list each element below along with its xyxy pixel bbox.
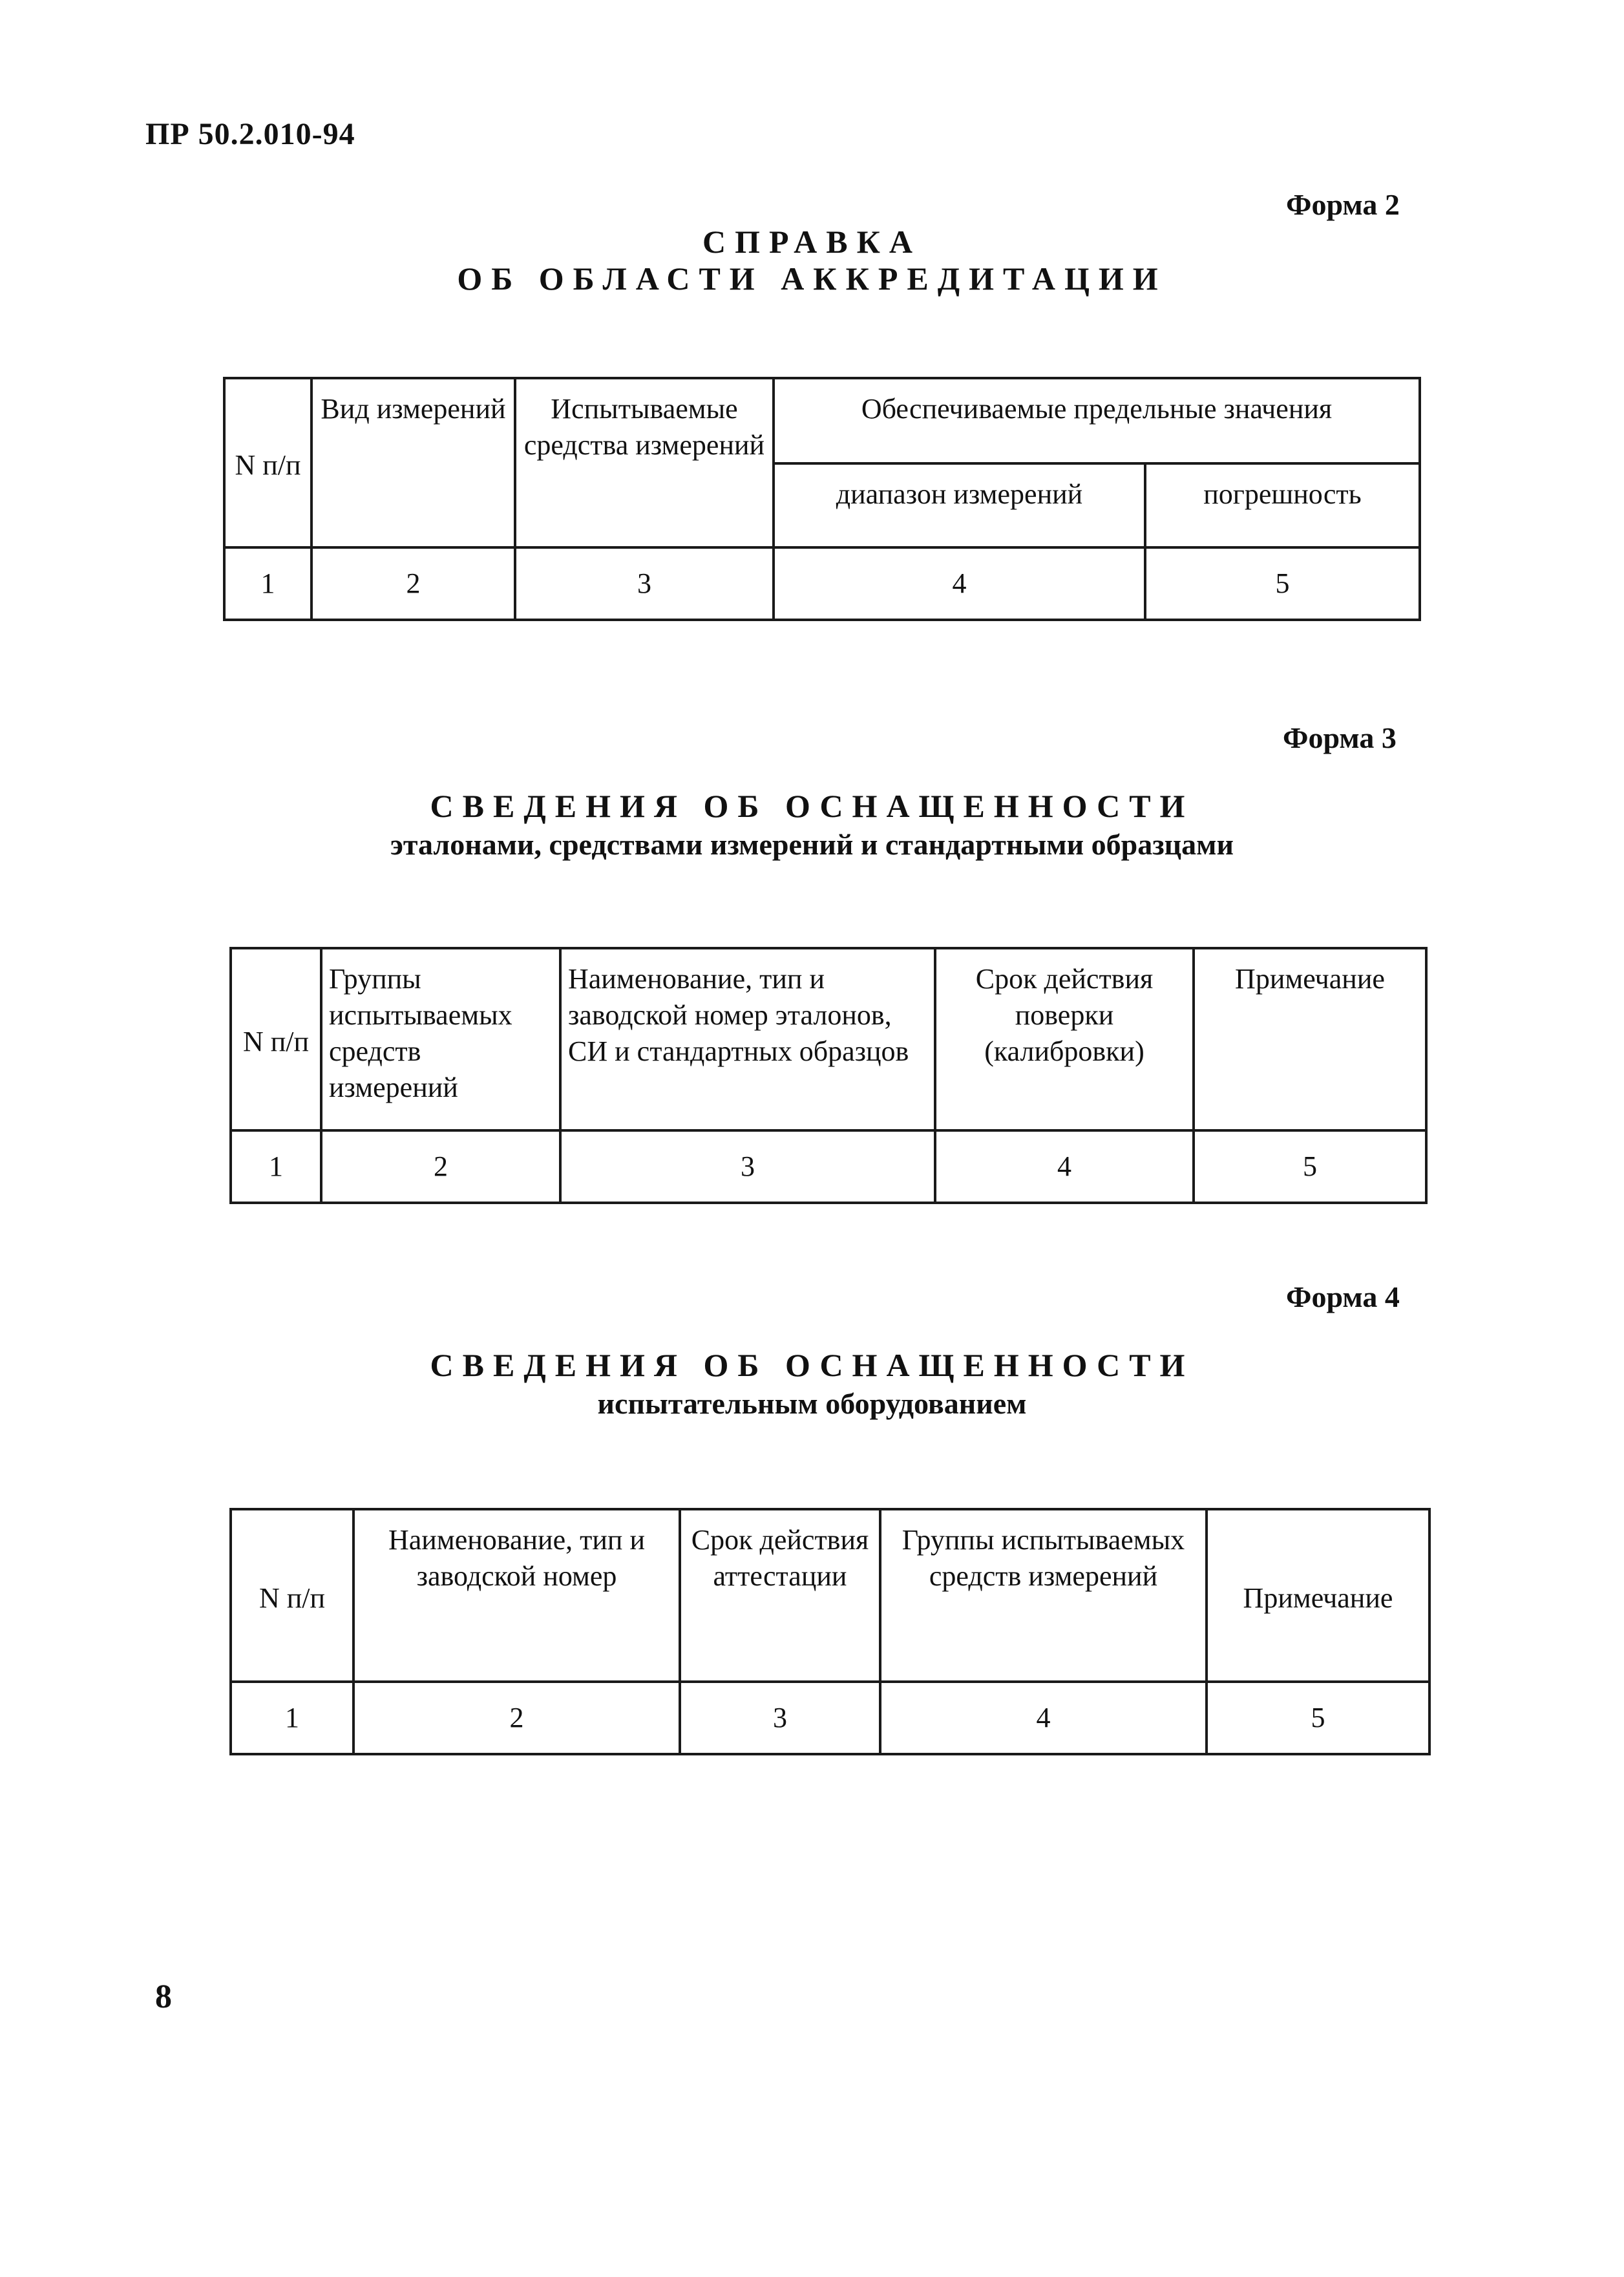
form-2-col-measurement-type-header: Вид измерений — [311, 378, 515, 547]
form-4-table — [229, 1508, 1431, 1755]
form-4-column-number: 5 — [1207, 1682, 1429, 1754]
form-2-subtitle: ОБ ОБЛАСТИ АККРЕДИТАЦИИ — [457, 260, 1167, 297]
form-4-label: Форма 4 — [1286, 1280, 1400, 1313]
form-2-column-number: 4 — [774, 547, 1145, 620]
form-3-column-number: 5 — [1194, 1130, 1426, 1203]
form-3-column-number: 4 — [935, 1130, 1194, 1203]
form-3-subtitle: эталонами, средствами измерений и стандартными образцами — [390, 828, 1234, 861]
form-2-column-number: 1 — [224, 547, 311, 620]
page-number: 8 — [155, 1978, 172, 2015]
form-4-col-number-header: N п/п — [231, 1509, 353, 1682]
form-4-column-number: 1 — [231, 1682, 353, 1754]
form-2-col-error-header: погрешность — [1145, 463, 1420, 547]
form-4-subtitle: испытательным оборудованием — [597, 1387, 1027, 1420]
form-2-column-number: 5 — [1145, 547, 1420, 620]
form-4-col-name-type-serial-header: Наименование, тип и заводской номер — [353, 1509, 680, 1682]
form-2-col-range-header: диапазон измерений — [774, 463, 1145, 547]
form-2-label: Форма 2 — [1286, 188, 1400, 221]
form-3-column-number: 2 — [321, 1130, 560, 1203]
form-3-label: Форма 3 — [1283, 721, 1397, 754]
form-3-table — [229, 947, 1428, 1204]
form-2-col-number-header: N п/п — [224, 378, 311, 547]
form-2-title: СПРАВКА — [702, 224, 922, 260]
form-4-col-certification-period-header: Срок действия аттестации — [680, 1509, 880, 1682]
form-4-title: СВЕДЕНИЯ ОБ ОСНАЩЕННОСТИ — [430, 1347, 1194, 1383]
form-2-col-limit-values-header: Обеспечиваемые предельные значения — [774, 378, 1420, 463]
form-4-column-number: 4 — [880, 1682, 1207, 1754]
form-3-title: СВЕДЕНИЯ ОБ ОСНАЩЕННОСТИ — [430, 788, 1194, 824]
form-3-col-note-header: Примечание — [1194, 948, 1426, 1130]
form-3-column-number: 3 — [560, 1130, 935, 1203]
form-3-col-verification-period-header: Срок действия поверки (калибровки) — [935, 948, 1194, 1130]
form-3-col-number-header: N п/п — [231, 948, 321, 1130]
form-3-column-number: 1 — [231, 1130, 321, 1203]
form-3-col-instrument-groups-header: Группы испытываемых средств измерений — [321, 948, 560, 1130]
document-code: ПР 50.2.010-94 — [145, 117, 355, 151]
form-4-col-note-header: Примечание — [1207, 1509, 1429, 1682]
form-2-column-number: 2 — [311, 547, 515, 620]
form-4-column-number: 2 — [353, 1682, 680, 1754]
form-4-column-number: 3 — [680, 1682, 880, 1754]
form-2-table — [223, 377, 1421, 621]
form-2-col-tested-instruments-header: Испытываемые средства измерений — [515, 378, 774, 547]
form-3-col-name-type-serial-header: Наименование, тип и заводской номер эталонов, СИ и стандартных образцов — [560, 948, 935, 1130]
form-4-col-instrument-groups-header: Группы испытываемых средств измерений — [880, 1509, 1207, 1682]
form-2-column-number: 3 — [515, 547, 774, 620]
